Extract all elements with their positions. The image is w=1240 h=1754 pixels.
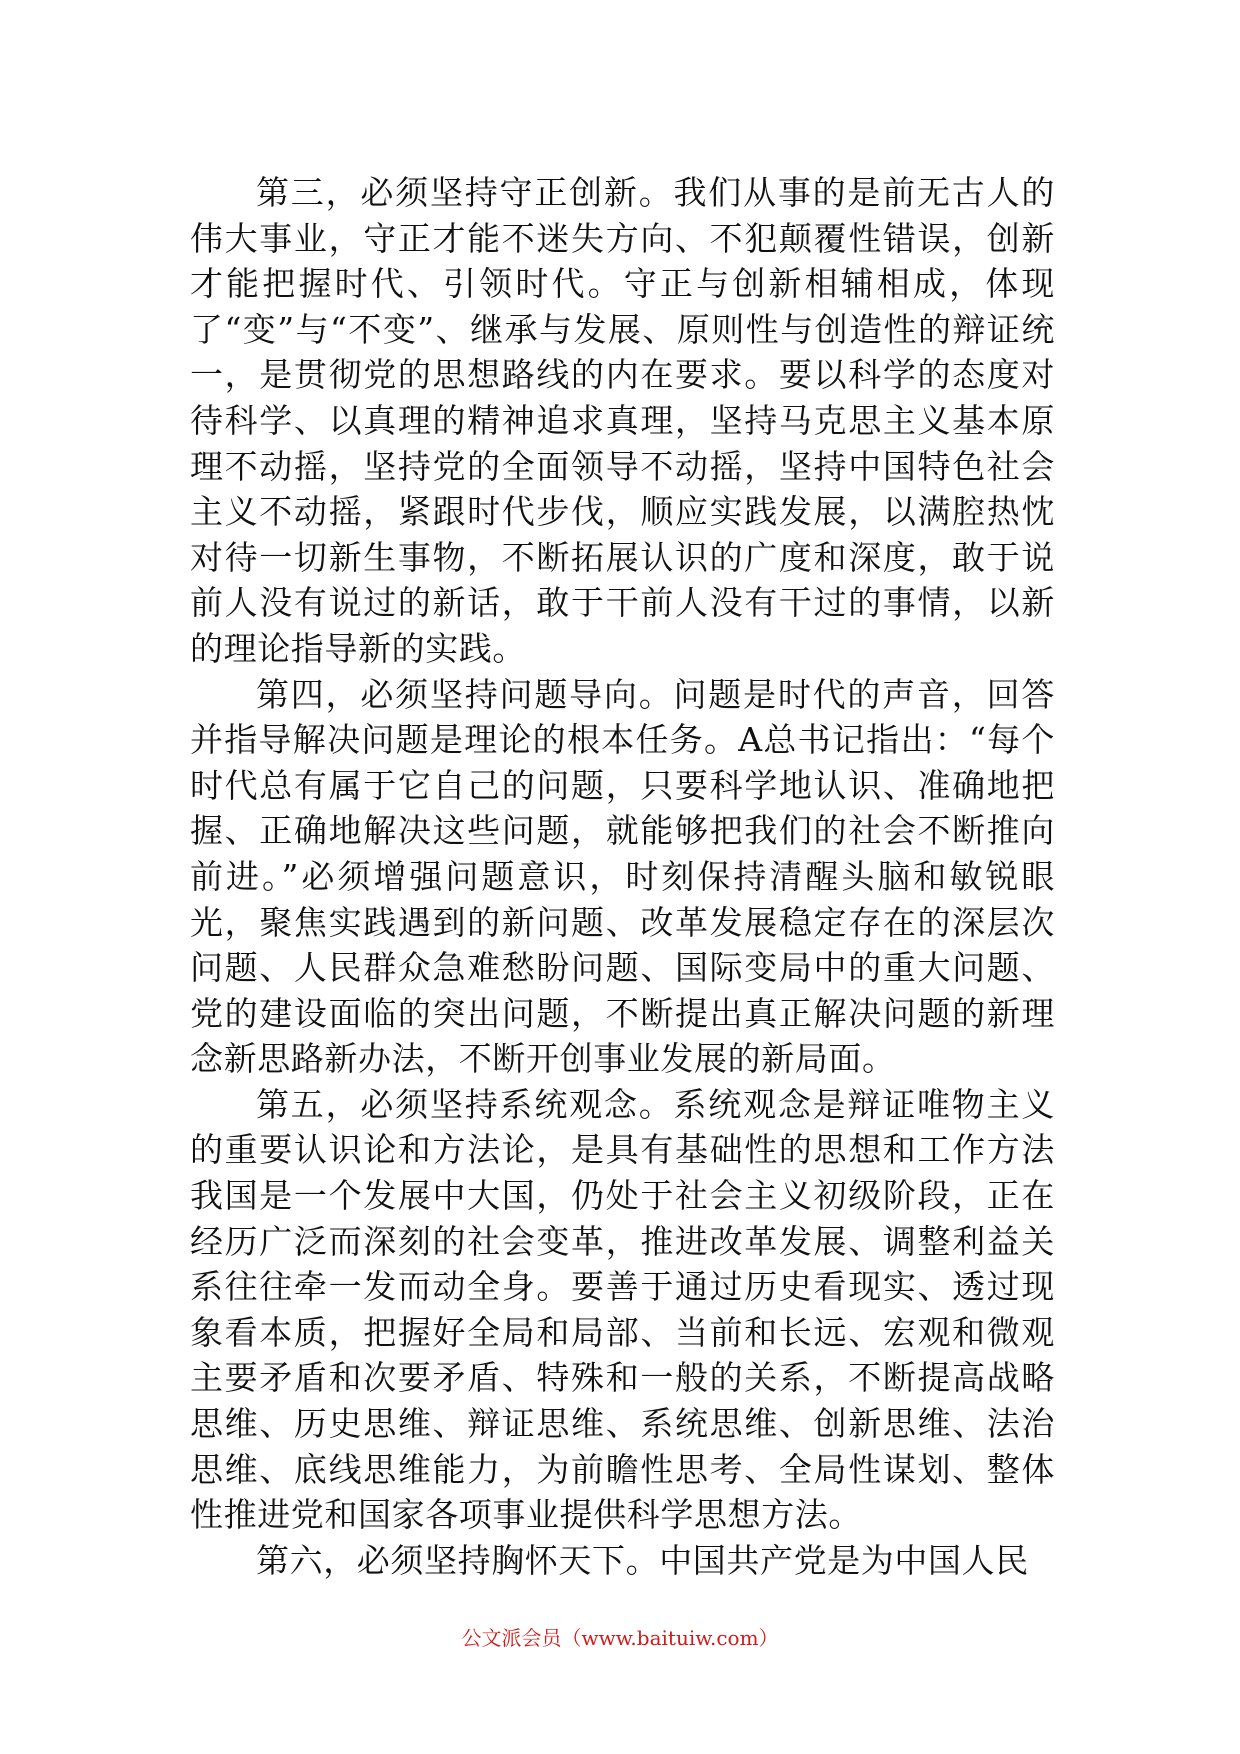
- paragraph-sixth: 第六，必须坚持胸怀天下。中国共产党是为中国人民: [256, 1540, 1029, 1580]
- paragraph-third: 第三，必须坚持守正创新。我们从事的是前无古人的伟大事业，守正才能不迷失方向、不犯颠覆性错误，创新才能把握时代、引领时代。守正与创新相辅相成，体现了“变”与“不变”、继承与发展、原则性与创造性的辩证统一，是贯彻党的思想路线的内在要求。要以科学的态度对待科学、以真理的精神追求真理，坚持马克思主义基本原理不动摇，坚持党的全面领导不动摇，坚持中国特色社会主义不动摇，紧跟时代步伐，顺应实践发展，以满腔热忱对待一切新生事物，不断拓展认识的广度和深度，敢于说前人没有说过的新话，敢于干前人没有干过的事情，以新的理论指导新的实践。: [190, 173, 1055, 668]
- paragraph-fifth: 第五，必须坚持系统观念。系统观念是辩证唯物主义的重要认识论和方法论，是具有基础性的思想和工作方法我国是一个发展中大国，仍处于社会主义初级阶段，正在经历广泛而深刻的社会变革，推进改革发展、调整利益关系往往牵一发而动全身。要善于通过历史看现实、透过现象看本质，把握好全局和局部、当前和长远、宏观和微观主要矛盾和次要矛盾、特殊和一般的关系，不断提高战略思维、历史思维、辩证思维、系统思维、创新思维、法治思维、底线思维能力，为前瞻性思考、全局性谋划、整体性推进党和国家各项事业提供科学思想方法。: [190, 1084, 1055, 1535]
- footer-watermark: 公文派会员（www.baituiw.com）: [461, 1626, 779, 1650]
- document-body: [190, 170, 1055, 1583]
- paragraph-fourth: 第四，必须坚持问题导向。问题是时代的声音，回答并指导解决问题是理论的根本任务。A总书记指出：“每个时代总有属于它自己的问题，只要科学地认识、准确地把握、正确地解决这些问题，就能够把我们的社会不断推向前进。”必须增强问题意识，时刻保持清醒头脑和敏锐眼光，聚焦实践遇到的新问题、改革发展稳定存在的深层次问题、人民群众急难愁盼问题、国际变局中的重大问题、党的建设面临的突出问题，不断提出真正解决问题的新理念新思路新办法，不断开创事业发展的新局面。: [190, 674, 1055, 1079]
